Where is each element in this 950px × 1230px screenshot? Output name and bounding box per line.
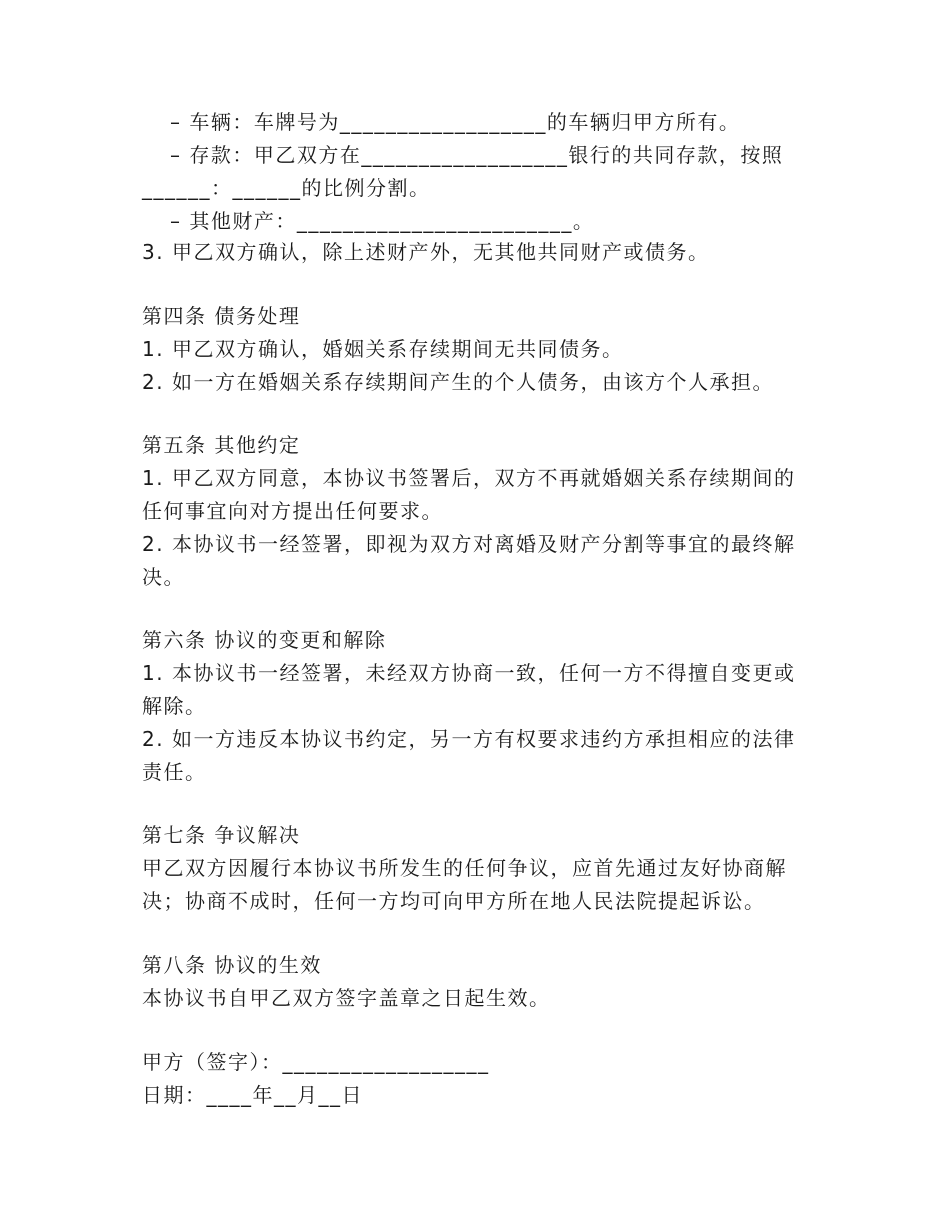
deposit-ratio-line: ______：______的比例分割。 [142,176,431,200]
article-5-item-2-line-2: 决。 [142,565,185,589]
vehicle-clause: – 车辆：车牌号为__________________的车辆归甲方所有。 [170,110,741,134]
article-6-item-2-line-1: 2. 如一方违反本协议书约定，另一方有权要求违约方承担相应的法律 [142,727,796,751]
article-4-heading: 第四条 债务处理 [142,304,301,328]
article-4-item-1: 1. 甲乙双方确认，婚姻关系存续期间无共同债务。 [142,337,624,361]
article-5-item-1-line-2: 任何事宜向对方提出任何要求。 [142,499,443,523]
article-6-item-1-line-1: 1. 本协议书一经签署，未经双方协商一致，任何一方不得擅自变更或 [142,661,796,685]
article-6-item-1-line-2: 解除。 [142,694,207,718]
article-8-heading: 第八条 协议的生效 [142,953,322,977]
property-confirmation: 3. 甲乙双方确认，除上述财产外，无其他共同财产或债务。 [142,240,710,264]
article-5-item-2-line-1: 2. 本协议书一经签署，即视为双方对离婚及财产分割等事宜的最终解 [142,532,796,556]
date-line: 日期：____年__月__日 [142,1083,363,1107]
article-5-item-1-line-1: 1. 甲乙双方同意，本协议书签署后，双方不再就婚姻关系存续期间的 [142,466,796,490]
article-6-heading: 第六条 协议的变更和解除 [142,628,387,652]
article-8-text: 本协议书自甲乙双方签字盖章之日起生效。 [142,986,551,1010]
other-property-clause: – 其他财产：________________________。 [170,209,595,233]
party-a-signature-line: 甲方（签字）：__________________ [142,1050,490,1074]
article-6-item-2-line-2: 责任。 [142,760,207,784]
article-5-heading: 第五条 其他约定 [142,433,301,457]
article-7-text-line-1: 甲乙双方因履行本协议书所发生的任何争议，应首先通过友好协商解 [142,856,787,880]
article-4-item-2: 2. 如一方在婚姻关系存续期间产生的个人债务，由该方个人承担。 [142,370,774,394]
deposit-clause: – 存款：甲乙双方在__________________银行的共同存款，按照 [170,143,784,167]
article-7-heading: 第七条 争议解决 [142,823,301,847]
article-7-text-line-2: 决；协商不成时，任何一方均可向甲方所在地人民法院提起诉讼。 [142,889,766,913]
